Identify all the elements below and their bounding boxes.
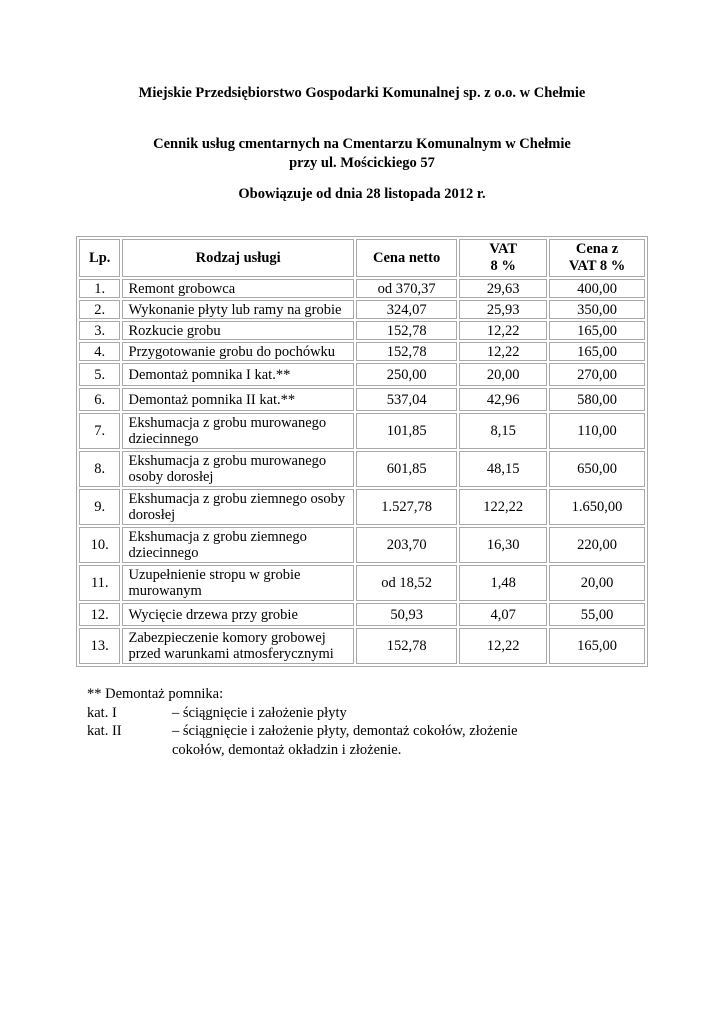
header-lp: Lp.: [79, 239, 120, 277]
document-title: [0, 135, 724, 173]
table-row: [79, 363, 645, 386]
row-net: 203,70: [356, 527, 458, 563]
row-service: Demontaż pomnika I kat.**: [122, 363, 353, 386]
footnote-item: [87, 704, 532, 723]
table-row: [79, 628, 645, 664]
row-lp: 11.: [79, 565, 120, 601]
row-lp: 5.: [79, 363, 120, 386]
title-line-2: przy ul. Mościckiego 57: [289, 155, 435, 171]
row-lp: 12.: [79, 603, 120, 626]
row-service: Wycięcie drzewa przy grobie: [122, 603, 353, 626]
row-lp: 10.: [79, 527, 120, 563]
table-header-row: [79, 239, 645, 277]
row-gross: 165,00: [549, 342, 645, 361]
header-gross-price: [549, 239, 645, 277]
row-gross: 1.650,00: [549, 489, 645, 525]
table-row: [79, 489, 645, 525]
row-net: 152,78: [356, 321, 458, 340]
table-row: [79, 413, 645, 449]
row-lp: 4.: [79, 342, 120, 361]
row-service: Przygotowanie grobu do pochówku: [122, 342, 353, 361]
row-gross: 400,00: [549, 279, 645, 298]
table-row: [79, 321, 645, 340]
row-vat: 29,63: [459, 279, 547, 298]
row-service: Ekshumacja z grobu ziemnego dziecinnego: [122, 527, 353, 563]
table-row: [79, 527, 645, 563]
header-gross-line2: VAT 8 %: [568, 258, 626, 274]
footnotes: [87, 685, 532, 759]
row-lp: 3.: [79, 321, 120, 340]
header-gross-line1: Cena z: [575, 241, 619, 257]
row-vat: 122,22: [459, 489, 547, 525]
row-vat: 12,22: [459, 342, 547, 361]
row-vat: 25,93: [459, 300, 547, 319]
row-vat: 16,30: [459, 527, 547, 563]
row-lp: 7.: [79, 413, 120, 449]
row-lp: 13.: [79, 628, 120, 664]
row-lp: 9.: [79, 489, 120, 525]
table-row: [79, 565, 645, 601]
table-row: [79, 279, 645, 298]
header-vat-line1: VAT: [489, 241, 518, 257]
row-service: Ekshumacja z grobu murowanego dziecinnego: [122, 413, 353, 449]
table-row: [79, 342, 645, 361]
row-gross: 650,00: [549, 451, 645, 487]
row-lp: 1.: [79, 279, 120, 298]
table-row: [79, 603, 645, 626]
footnote-heading: ** Demontaż pomnika:: [87, 686, 224, 702]
table-row: [79, 300, 645, 319]
row-net: od 370,37: [356, 279, 458, 298]
footnote-key: kat. I: [87, 704, 117, 721]
row-vat: 42,96: [459, 388, 547, 411]
company-name: Miejskie Przedsiębiorstwo Gospodarki Komunalnej sp. z o.o. w Chełmie: [138, 85, 586, 101]
footnote-value: – ściągnięcie i założenie płyty, demontaż cokołów, złożenie cokołów, demontaż okładzin i złożenie.: [172, 723, 518, 758]
price-table: [76, 236, 648, 667]
row-net: 101,85: [356, 413, 458, 449]
row-service: Demontaż pomnika II kat.**: [122, 388, 353, 411]
row-vat: 12,22: [459, 321, 547, 340]
row-net: 250,00: [356, 363, 458, 386]
row-net: 152,78: [356, 342, 458, 361]
row-net: 324,07: [356, 300, 458, 319]
row-gross: 350,00: [549, 300, 645, 319]
row-net: od 18,52: [356, 565, 458, 601]
row-service: Remont grobowca: [122, 279, 353, 298]
row-gross: 580,00: [549, 388, 645, 411]
row-service: Zabezpieczenie komory grobowej przed warunkami atmosferycznymi: [122, 628, 353, 664]
header-vat: [459, 239, 547, 277]
row-lp: 2.: [79, 300, 120, 319]
row-gross: 20,00: [549, 565, 645, 601]
table-row: [79, 451, 645, 487]
row-vat: 20,00: [459, 363, 547, 386]
row-lp: 6.: [79, 388, 120, 411]
row-service: Ekshumacja z grobu murowanego osoby dorosłej: [122, 451, 353, 487]
row-gross: 220,00: [549, 527, 645, 563]
row-gross: 55,00: [549, 603, 645, 626]
header-net-price: Cena netto: [356, 239, 458, 277]
footnote-item: [87, 722, 532, 759]
row-gross: 165,00: [549, 321, 645, 340]
row-service: Ekshumacja z grobu ziemnego osoby dorosłej: [122, 489, 353, 525]
row-net: 152,78: [356, 628, 458, 664]
footnote-key: kat. II: [87, 723, 122, 739]
footnote-value: – ściągnięcie i założenie płyty: [172, 704, 347, 721]
row-gross: 110,00: [549, 413, 645, 449]
row-vat: 48,15: [459, 451, 547, 487]
row-service: Wykonanie płyty lub ramy na grobie: [122, 300, 353, 319]
row-service: Rozkucie grobu: [122, 321, 353, 340]
row-lp: 8.: [79, 451, 120, 487]
row-net: 601,85: [356, 451, 458, 487]
title-line-1: Cennik usług cmentarnych na Cmentarzu Komunalnym w Chełmie: [153, 136, 571, 152]
row-vat: 1,48: [459, 565, 547, 601]
valid-from-date: Obowiązuje od dnia 28 listopada 2012 r.: [238, 186, 486, 202]
row-gross: 270,00: [549, 363, 645, 386]
row-service: Uzupełnienie stropu w grobie murowanym: [122, 565, 353, 601]
row-net: 1.527,78: [356, 489, 458, 525]
row-vat: 8,15: [459, 413, 547, 449]
row-net: 50,93: [356, 603, 458, 626]
row-vat: 12,22: [459, 628, 547, 664]
row-net: 537,04: [356, 388, 458, 411]
header-service: Rodzaj usługi: [122, 239, 353, 277]
table-row: [79, 388, 645, 411]
header-vat-line2: 8 %: [490, 258, 516, 274]
row-gross: 165,00: [549, 628, 645, 664]
row-vat: 4,07: [459, 603, 547, 626]
